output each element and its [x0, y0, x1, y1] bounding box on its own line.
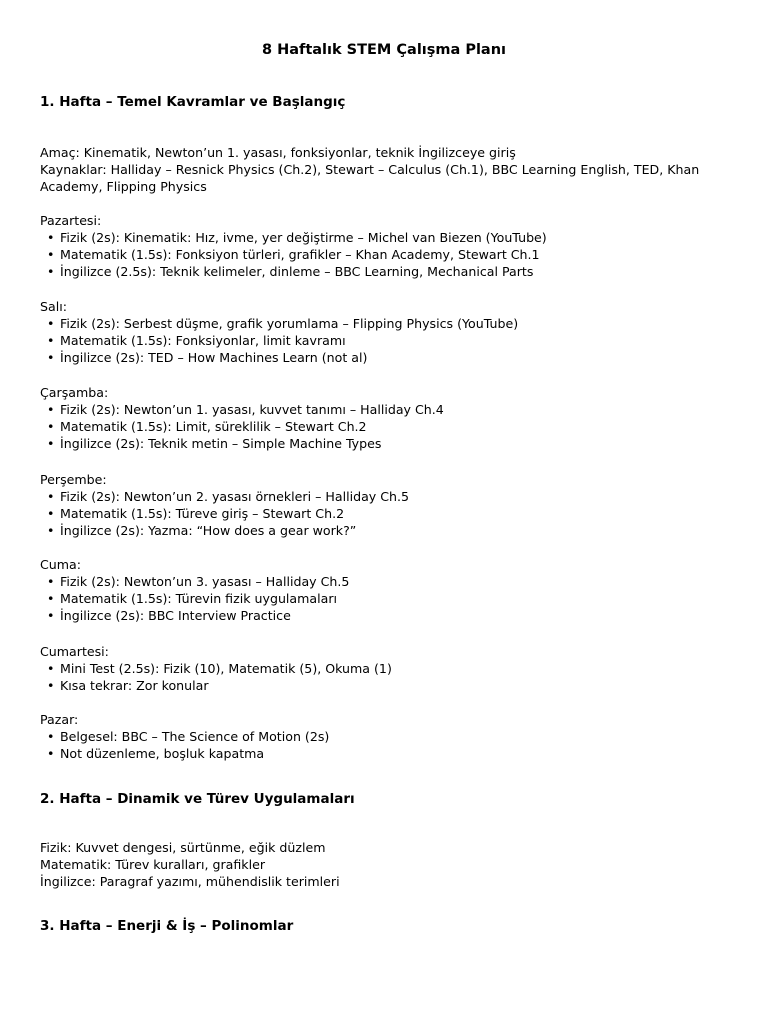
week-1-resources-line-2: Academy, Flipping Physics — [40, 179, 207, 194]
day-label-tuesday: Salı: — [40, 299, 67, 314]
bullet-icon: • — [47, 746, 55, 761]
bullet-icon: • — [47, 333, 55, 348]
list-item — [47, 660, 392, 677]
bullet-icon: • — [47, 608, 55, 623]
list-item-text: Matematik (1.5s): Fonksiyon türleri, grafikler – Khan Academy, Stewart Ch.1 — [60, 247, 540, 262]
list-item-text: İngilizce (2s): Yazma: “How does a gear work?” — [60, 523, 357, 538]
list-item — [47, 349, 367, 366]
bullet-icon: • — [47, 678, 55, 693]
list-item — [47, 677, 209, 694]
bullet-icon: • — [47, 247, 55, 262]
day-label-saturday: Cumartesi: — [40, 644, 109, 659]
bullet-icon: • — [47, 661, 55, 676]
day-label-thursday: Perşembe: — [40, 472, 107, 487]
bullet-icon: • — [47, 506, 55, 521]
document-title: 8 Haftalık STEM Çalışma Planı — [261, 42, 507, 58]
bullet-icon: • — [47, 419, 55, 434]
bullet-icon: • — [47, 489, 55, 504]
list-item — [47, 332, 346, 349]
bullet-icon: • — [47, 316, 55, 331]
list-item — [47, 573, 349, 590]
week-2-line: Fizik: Kuvvet dengesi, sürtünme, eğik düzlem — [40, 840, 326, 855]
list-item — [47, 745, 264, 762]
bullet-icon: • — [47, 729, 55, 744]
bullet-icon: • — [47, 574, 55, 589]
list-item-text: İngilizce (2s): TED – How Machines Learn (not al) — [60, 350, 368, 365]
bullet-icon: • — [47, 523, 55, 538]
list-item-text: Mini Test (2.5s): Fizik (10), Matematik (5), Okuma (1) — [60, 661, 392, 676]
week-1-heading: 1. Hafta – Temel Kavramlar ve Başlangıç — [40, 94, 346, 110]
list-item-text: Matematik (1.5s): Limit, süreklilik – Stewart Ch.2 — [60, 419, 367, 434]
list-item-text: İngilizce (2s): Teknik metin – Simple Machine Types — [60, 436, 382, 451]
list-item-text: Fizik (2s): Kinematik: Hız, ivme, yer değiştirme – Michel van Biezen (YouTube) — [60, 230, 547, 245]
day-label-sunday: Pazar: — [40, 712, 79, 727]
list-item — [47, 315, 518, 332]
list-item-text: İngilizce (2s): BBC Interview Practice — [60, 608, 291, 623]
list-item-text: Fizik (2s): Newton’un 1. yasası, kuvvet tanımı – Halliday Ch.4 — [60, 402, 444, 417]
list-item — [47, 607, 291, 624]
list-item-text: Not düzenleme, boşluk kapatma — [60, 746, 265, 761]
day-label-wednesday: Çarşamba: — [40, 385, 109, 400]
week-3-heading: 3. Hafta – Enerji & İş – Polinomlar — [40, 918, 294, 934]
list-item — [47, 401, 444, 418]
bullet-icon: • — [47, 350, 55, 365]
bullet-icon: • — [47, 264, 55, 279]
day-label-friday: Cuma: — [40, 557, 82, 572]
week-2-heading: 2. Hafta – Dinamik ve Türev Uygulamaları — [40, 791, 355, 807]
list-item — [47, 418, 367, 435]
list-item-text: Matematik (1.5s): Türevin fizik uygulamaları — [60, 591, 338, 606]
bullet-icon: • — [47, 230, 55, 245]
list-item-text: Kısa tekrar: Zor konular — [60, 678, 209, 693]
week-1-resources-line-1: Kaynaklar: Halliday – Resnick Physics (Ch.2), Stewart – Calculus (Ch.1), BBC Learning English, TED, Khan — [40, 162, 700, 177]
bullet-icon: • — [47, 402, 55, 417]
week-2-line: İngilizce: Paragraf yazımı, mühendislik terimleri — [40, 874, 340, 889]
list-item-text: Fizik (2s): Serbest düşme, grafik yorumlama – Flipping Physics (YouTube) — [60, 316, 519, 331]
list-item-text: Fizik (2s): Newton’un 2. yasası örnekleri – Halliday Ch.5 — [60, 489, 410, 504]
list-item — [47, 246, 540, 263]
list-item-text: Fizik (2s): Newton’un 3. yasası – Halliday Ch.5 — [60, 574, 350, 589]
bullet-icon: • — [47, 436, 55, 451]
list-item-text: Belgesel: BBC – The Science of Motion (2s) — [60, 729, 330, 744]
list-item — [47, 522, 356, 539]
list-item-text: Matematik (1.5s): Türeve giriş – Stewart Ch.2 — [60, 506, 345, 521]
list-item-text: İngilizce (2.5s): Teknik kelimeler, dinleme – BBC Learning, Mechanical Parts — [60, 264, 534, 279]
list-item-text: Matematik (1.5s): Fonksiyonlar, limit kavramı — [60, 333, 346, 348]
list-item — [47, 229, 547, 246]
list-item — [47, 435, 381, 452]
bullet-icon: • — [47, 591, 55, 606]
list-item — [47, 505, 344, 522]
day-label-monday: Pazartesi: — [40, 213, 102, 228]
week-2-line: Matematik: Türev kuralları, grafikler — [40, 857, 266, 872]
list-item — [47, 590, 337, 607]
list-item — [47, 728, 329, 745]
list-item — [47, 488, 409, 505]
list-item — [47, 263, 533, 280]
week-1-goal: Amaç: Kinematik, Newton’un 1. yasası, fonksiyonlar, teknik İngilizceye giriş — [40, 145, 516, 160]
